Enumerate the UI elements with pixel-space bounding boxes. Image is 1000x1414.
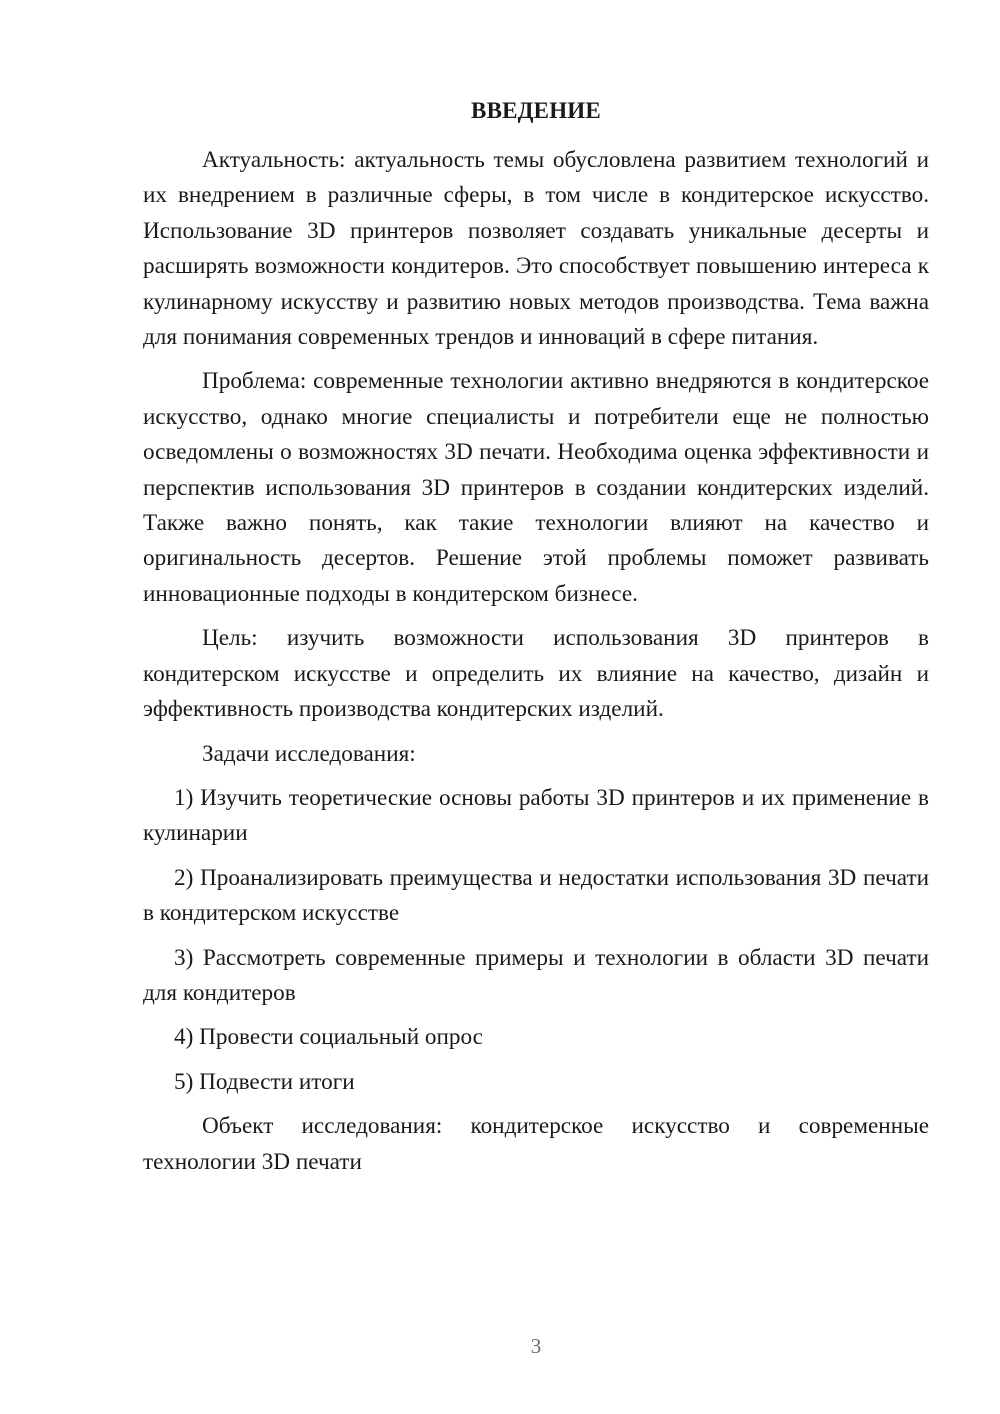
problem-paragraph: Проблема: современные технологии активно внедряются в кондитерское искусство, однако многие специалисты и потребители еще не полностью осведомлены о возможностях 3D печати. Необходима оценка эффективности и перспектив использования 3D принтеров в создании кондитерских изделий. Также важно понять, как такие технологии влияют на качество и оригинальность десертов. Решение этой проблемы поможет развивать инновационные подходы в кондитерском бизнесе. xyxy=(143,368,929,607)
task-item: 2) Проанализировать преимущества и недостатки использования 3D печати в кондитерском искусстве xyxy=(143,864,929,927)
goal-paragraph: Цель: изучить возможности использования 3D принтеров в кондитерском искусстве и определить их влияние на качество, дизайн и эффективность производства кондитерских изделий. xyxy=(143,625,929,723)
relevance-paragraph: Актуальность: актуальность темы обусловлена развитием технологий и их внедрением в различные сферы, в том числе в кондитерское искусство. Использование 3D принтеров позволяет создавать уникальные десерты и расширять возможности кондитеров. Это способствует повышению интереса к кулинарному искусству и развитию новых методов производства. Тема важна для понимания современных трендов и инноваций в сфере питания. xyxy=(143,147,929,351)
page-title: ВВЕДЕНИЕ xyxy=(471,98,601,123)
document-body xyxy=(143,143,929,1189)
task-item: 5) Подвести итоги xyxy=(174,1068,355,1095)
object-paragraph: Объект исследования: кондитерское искусство и современные технологии 3D печати xyxy=(143,1113,929,1175)
tasks-heading: Задачи исследования: xyxy=(202,740,416,767)
task-item: 3) Рассмотреть современные примеры и технологии в области 3D печати для кондитеров xyxy=(143,944,929,1006)
page-number: 3 xyxy=(530,1334,542,1358)
document-page xyxy=(143,0,929,1414)
task-item: 4) Провести социальный опрос xyxy=(174,1024,483,1051)
task-item: 1) Изучить теоретические основы работы 3D принтеров и их применение в кулинарии xyxy=(143,784,929,847)
